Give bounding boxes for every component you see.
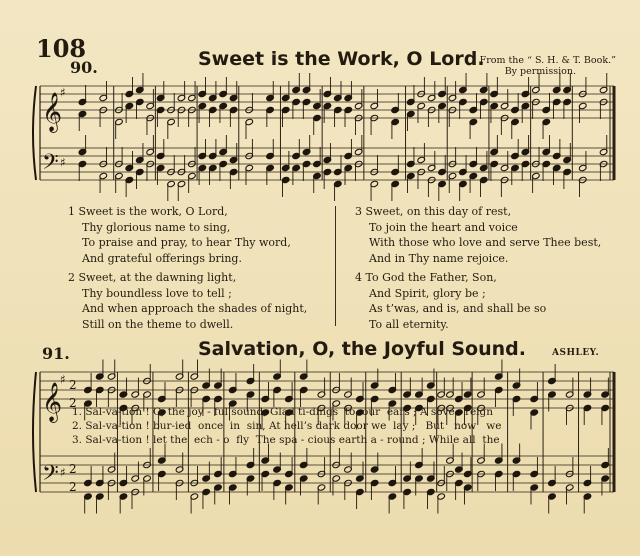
verse-3-line-3: With those who love and serve Thee best,: [369, 236, 602, 249]
verse-1-line-3: To praise and pray, to hear Thy word,: [82, 236, 291, 249]
lyric-3-word-3: ech - o: [194, 434, 230, 446]
lyric-2-word-11: now: [454, 420, 477, 432]
lyric-2-word-4: sin,: [246, 420, 266, 432]
lyric-1-word-5: ti-dings: [298, 406, 339, 418]
verse-2-line-4: Still on the theme to dwell.: [82, 317, 234, 331]
lyric-3-word-7: a - round ;: [370, 434, 426, 446]
treble-clef-icon: 𝄞: [42, 382, 63, 422]
bass-clef-icon: 𝄢: [42, 461, 59, 491]
lyric-1-word-9: A: [419, 406, 428, 418]
hymn-90-title: Sweet is the Work, O Lord.: [198, 48, 485, 70]
hymn-91-lyric-line-2: [72, 420, 501, 432]
verse-2-line-3: And when approach the shades of night,: [82, 302, 308, 315]
lyric-3-word-9: the: [482, 434, 500, 446]
verse-1-line-4: And grateful offerings bring.: [82, 251, 242, 265]
hymn-91-lyric-line-3: [72, 434, 500, 446]
time-signature-bottom: 2: [69, 480, 77, 494]
verse-2-line-1: 2 Sweet, at the dawning light,: [68, 271, 237, 284]
lyric-3-word-2: the: [170, 434, 188, 446]
hymn-91-number: 91.: [42, 344, 70, 363]
lyric-2-word-8: we: [371, 420, 387, 432]
lyric-1-word-1: 1. Sal-va-tion ! O,: [72, 406, 165, 418]
sharp-icon: ♯: [60, 372, 66, 387]
lyric-1-word-8: ears ;: [386, 406, 417, 418]
bass-clef-icon: 𝄢: [42, 150, 59, 180]
lyric-3-word-1: 3. Sal-va-tion ! let: [72, 434, 167, 446]
sharp-icon: ♯: [60, 85, 66, 100]
lyric-3-word-8: While all: [428, 434, 476, 446]
verse-2-line-2: Thy boundless love to tell ;: [82, 286, 232, 300]
verse-3-line-2: To join the heart and voice: [369, 220, 518, 234]
lyric-2-word-6: hell’s: [283, 420, 313, 432]
lyric-2-word-12: we: [486, 420, 502, 432]
verse-4-line-2: And Spirit, glory be ;: [369, 286, 486, 300]
lyric-1-word-10: sove - reign: [430, 406, 494, 418]
verse-3-line-1: 3 Sweet, on this day of rest,: [355, 205, 512, 218]
lyric-1-word-4: Glad: [269, 406, 295, 418]
lyric-2-word-2: once: [198, 420, 224, 432]
verse-3-line-4: And in Thy name rejoice.: [369, 251, 509, 265]
hymn-91-tune-name: ASHLEY.: [552, 348, 600, 358]
lyric-3-word-6: spa - cious earth: [279, 434, 368, 446]
hymn-90-number: 90.: [70, 58, 98, 77]
lyric-1-word-2: the: [167, 406, 185, 418]
lyric-3-word-4: fly: [236, 434, 250, 446]
hymn-91-lyric-line-1: [72, 406, 493, 418]
lyric-2-word-7: dark door: [315, 420, 368, 432]
verse-4-line-3: As t’was, and is, and shall be so: [369, 302, 547, 315]
page-number: 108: [36, 34, 87, 63]
sharp-icon: ♯: [60, 155, 66, 170]
time-signature-top: 2: [69, 378, 77, 392]
verse-4-line-1: 4 To God the Father, Son,: [355, 271, 497, 284]
lyric-1-word-7: our: [362, 406, 381, 418]
time-signature-top: 2: [69, 462, 77, 476]
credit-line-2: By permission.: [504, 66, 576, 77]
lyric-3-word-5: The: [255, 434, 276, 446]
credit-line-1: From the “ S. H. & T. Book.”: [479, 55, 616, 66]
system-brace: [33, 372, 36, 492]
lyric-2-word-1: 2. Sal-va-tion ! bur-ied: [72, 420, 192, 432]
treble-clef-icon: 𝄞: [42, 92, 63, 132]
lyric-1-word-6: to: [344, 406, 356, 418]
lyric-2-word-10: But: [425, 420, 445, 432]
lyric-1-word-3: joy - ful sound,: [188, 406, 267, 418]
time-signature-bottom: 2: [69, 396, 77, 410]
verse-1-line-1: 1 Sweet is the work, O Lord,: [68, 205, 228, 218]
lyric-2-word-9: lay ;: [393, 420, 416, 432]
verse-1-line-2: Thy glorious name to sing,: [82, 220, 231, 234]
hymn-91-title: Salvation, O, the Joyful Sound.: [198, 338, 526, 360]
verse-4-line-4: To all eternity.: [369, 317, 449, 331]
lyric-2-word-3: in: [229, 420, 241, 432]
lyric-2-word-5: At: [268, 420, 281, 432]
sharp-icon: ♯: [60, 465, 66, 480]
